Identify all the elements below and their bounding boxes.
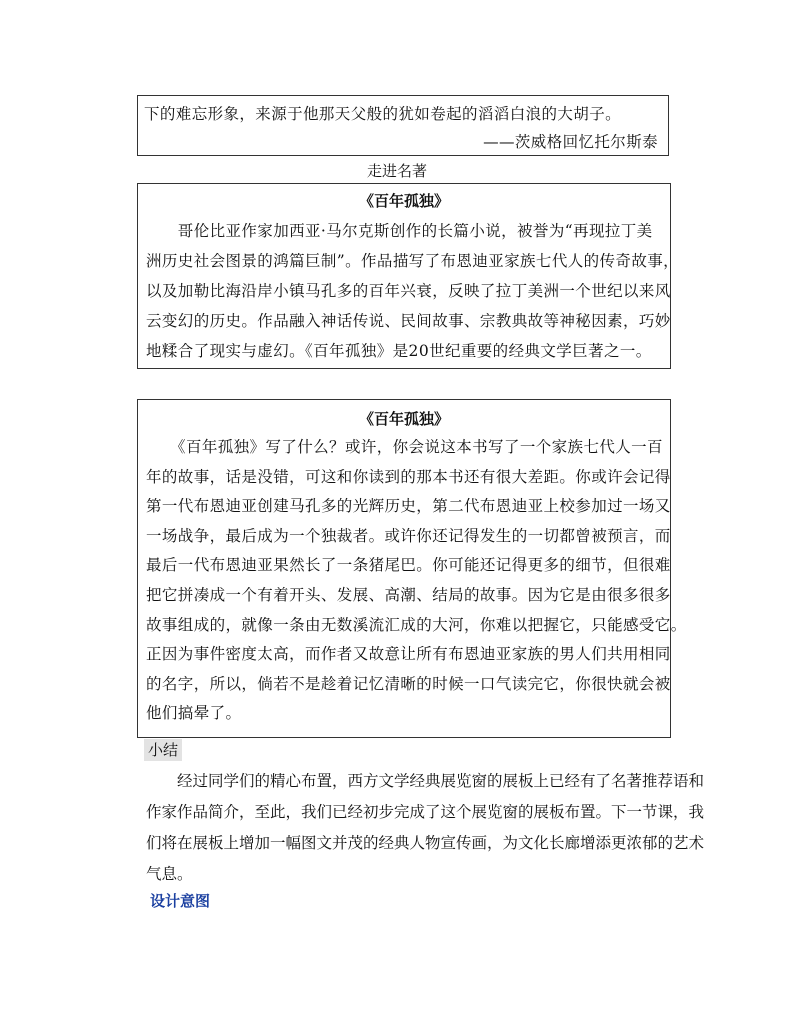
review-line: 的名字，所以，倘若不是趁着记忆清晰的时候一口气读完它，你很快就会被 [146,674,671,693]
intro-line: 云变幻的历史。作品融入神话传说、民间故事、宗教典故等神秘因素，巧妙 [146,312,671,330]
review-line: 正因为事件密度太高，而作者又故意让所有布恩迪亚家族的男人们共用相同 [146,645,671,664]
review-title: 《百年孤独》 [358,410,449,428]
summary-label: 小结 [144,739,182,761]
review-line: 故事组成的，就像一条由无数溪流汇成的大河，你难以把握它，只能感受它。 [146,615,687,634]
design-intent-heading: 设计意图 [150,892,211,910]
summary-line: 们将在展板上增加一幅图文并茂的经典人物宣传画，为文化长廊增添更浓郁的艺术 [146,834,705,852]
intro-line: 地糅合了现实与虚幻。《百年孤独》是20世纪重要的经典文学巨著之一。 [146,342,652,360]
intro-line: 洲历史社会图景的鸿篇巨制”。作品描写了布恩迪亚家族七代人的传奇故事， [146,252,680,270]
review-line: 一场战争，最后成为一个独裁者。或许你还记得发生的一切都曾被预言，而 [146,526,671,545]
review-line: 他们搞晕了。 [146,704,242,723]
review-line: 《百年孤独》写了什么？或许，你会说这本书写了一个家族七代人一百 [146,438,663,456]
intro-body [146,216,680,366]
review-line: 最后一代布恩迪亚果然长了一条猪尾巴。你可能还记得更多的细节，但很难 [146,556,671,575]
review-body [146,433,687,729]
summary-line: 气息。 [146,865,193,883]
intro-box [137,183,680,369]
intro-line: 以及加勒比海沿岸小镇马孔多的百年兴衰，反映了拉丁美洲一个世纪以来风 [146,282,671,300]
intro-title: 《百年孤独》 [358,192,449,210]
review-box [137,399,687,738]
review-line: 第一代布恩迪亚创建马孔多的光辉历史，第二代布恩迪亚上校参加过一场又 [146,497,671,516]
summary-body [146,766,705,890]
section-heading: 走进名著 [366,162,427,180]
summary-line: 作家作品简介，至此，我们已经初步完成了这个展览窗的展板布置。下一节课，我 [146,803,705,821]
summary-line: 经过同学们的精心布置，西方文学经典展览窗的展板上已经有了名著推荐语和 [146,772,705,790]
review-line: 把它拼凑成一个有着开头、发展、高潮、结局的故事。因为它是由很多很多 [146,585,671,604]
intro-line: 哥伦比亚作家加西亚·马尔克斯创作的长篇小说，被誉为“再现拉丁美 [146,222,653,240]
review-line: 年的故事，话是没错，可这和你读到的那本书还有很大差距。你或许会记得 [146,467,671,486]
quote-box [137,95,669,156]
quote-attribution: ——茨威格回忆托尔斯泰 [483,133,658,151]
quote-text: 下的难忘形象，来源于他那天父般的犹如卷起的滔滔白浪的大胡子。 [144,105,622,123]
